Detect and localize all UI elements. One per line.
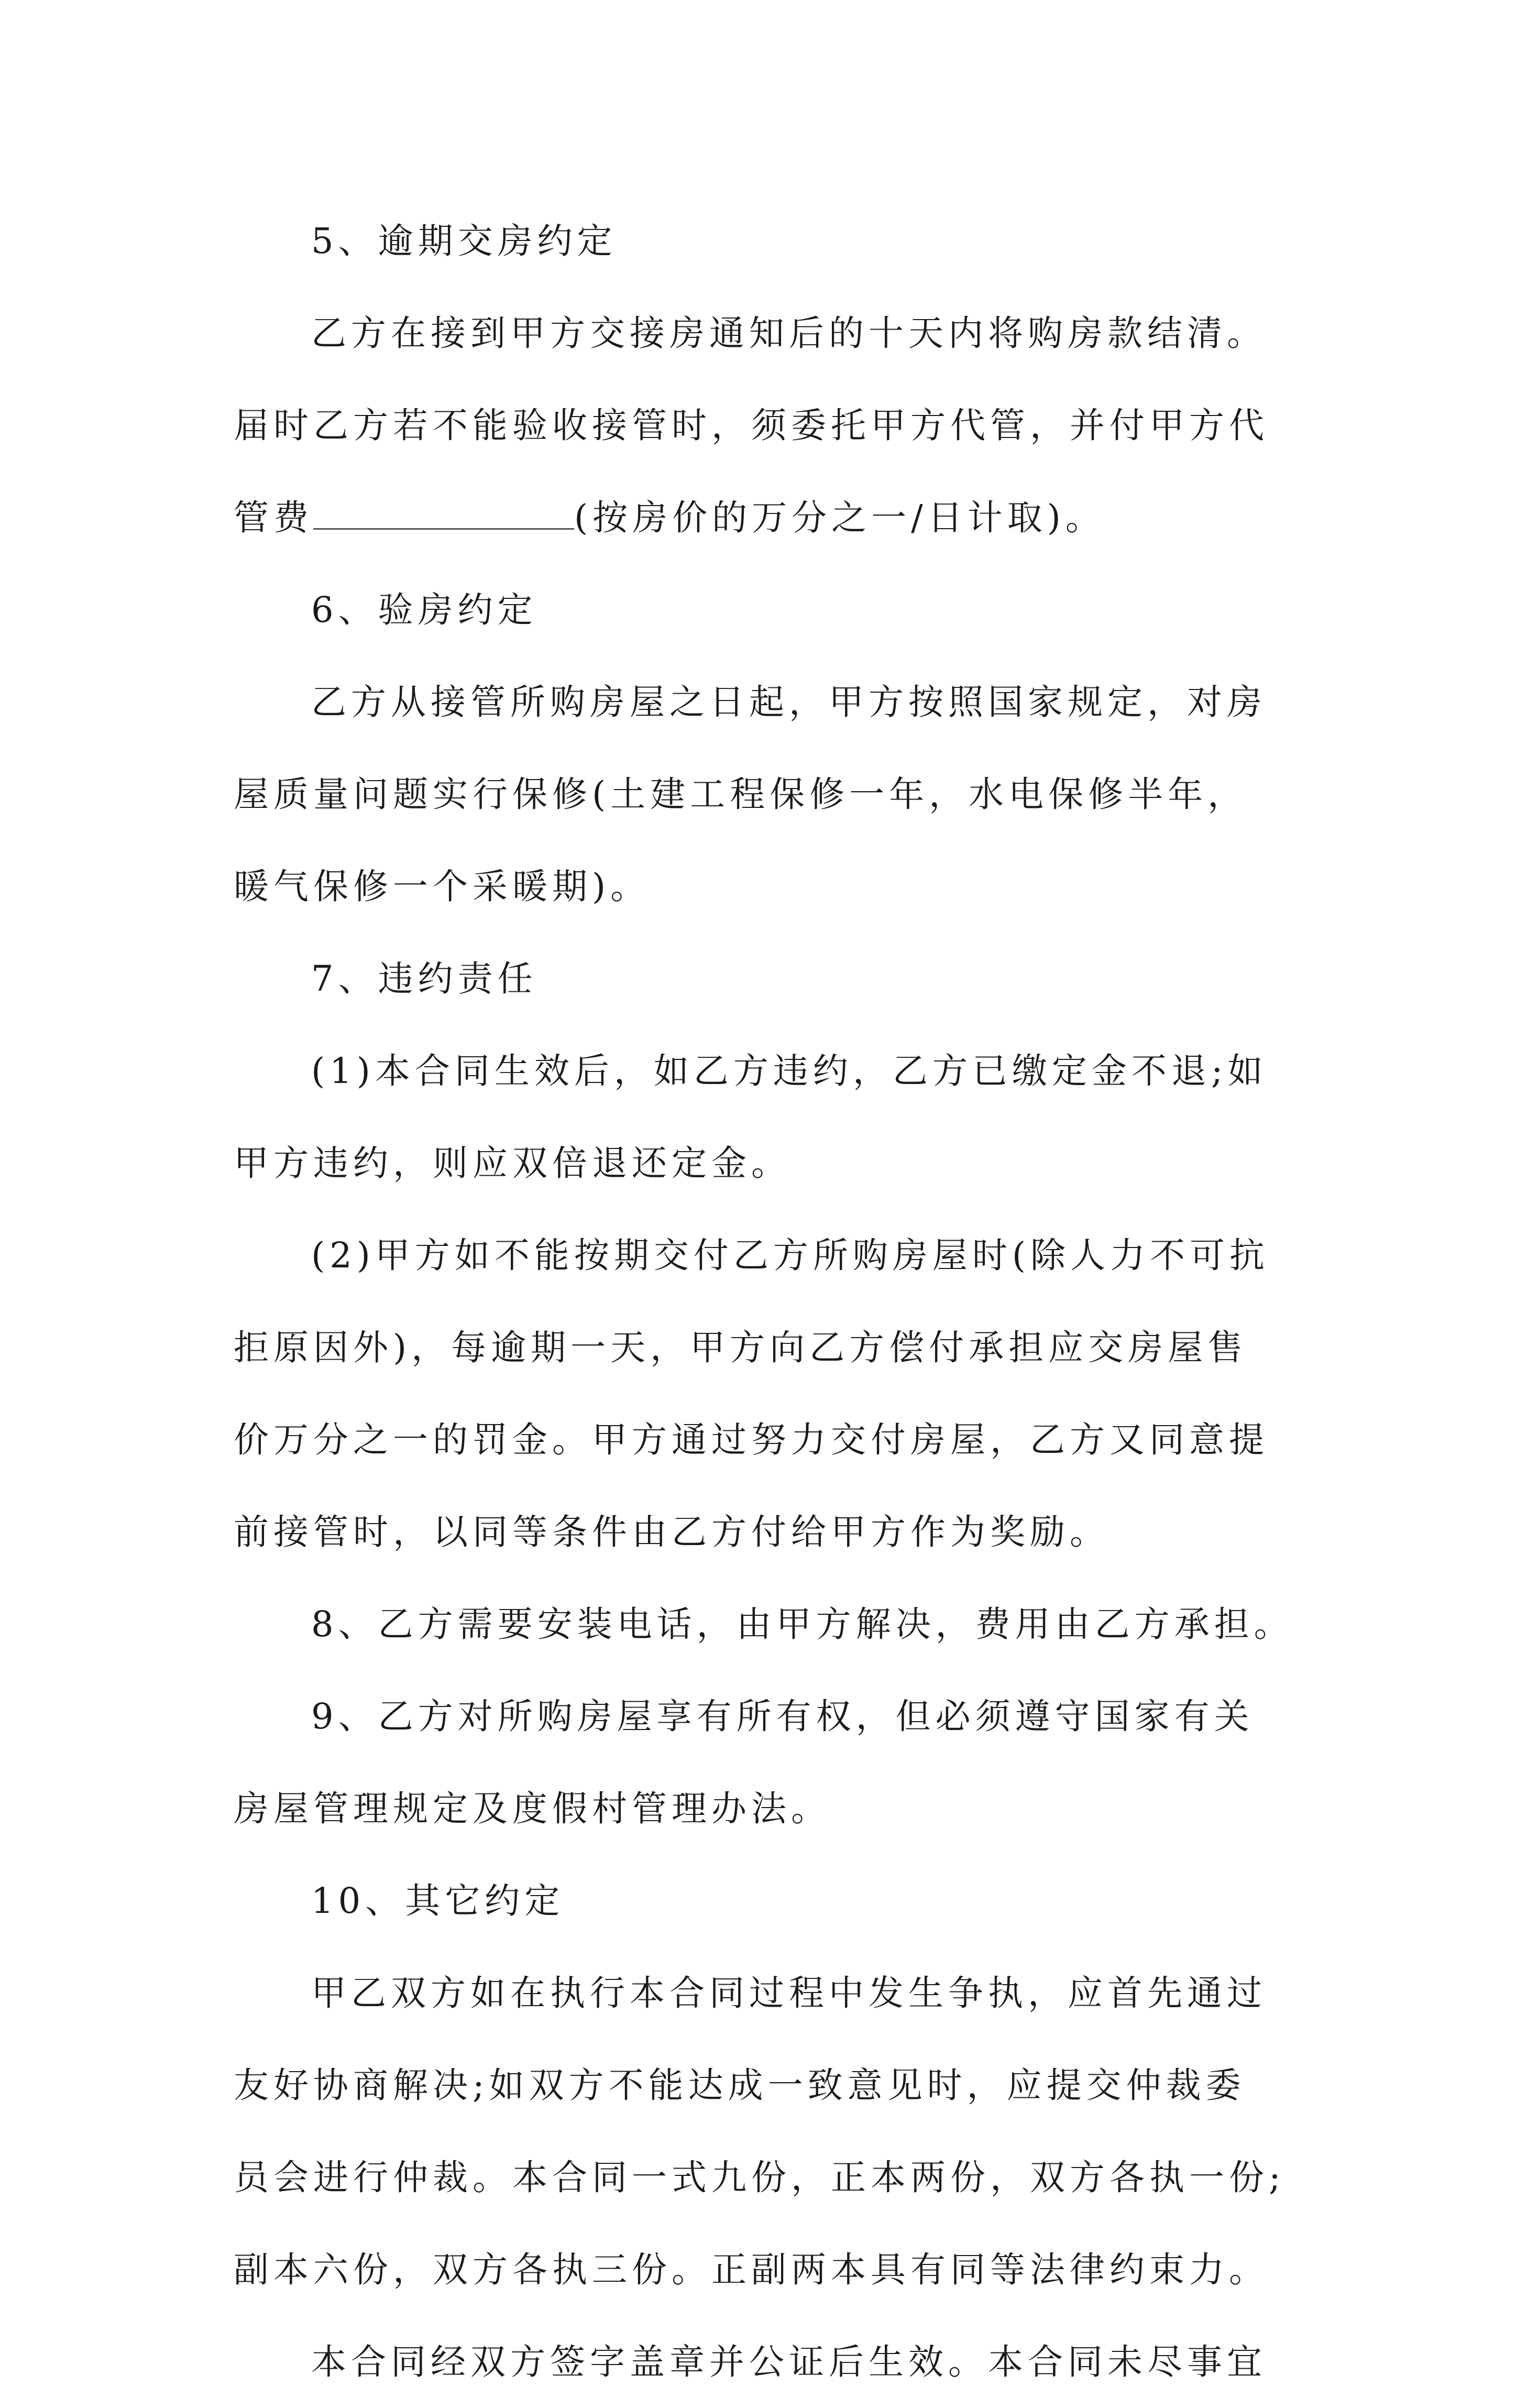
section-10-line: 甲乙双方如在执行本合同过程中发生争执，应首先通过 [311,1973,1267,2013]
section-7-heading: 7、违约责任 [311,958,537,999]
section-7-item-2-line: 前接管时，以同等条件由乙方付给甲方作为奖励。 [234,1512,1109,1552]
fee-blank-field [313,498,574,530]
section-7-item-1-line: (1)本合同生效后，如乙方违约，乙方已缴定金不退;如 [311,1050,1268,1091]
section-6-line: 乙方从接管所购房屋之日起，甲方按照国家规定，对房 [311,682,1267,723]
section-7-item-2-line: 价万分之一的罚金。甲方通过努力交付房屋，乙方又同意提 [234,1419,1269,1460]
section-9-line: 9、乙方对所购房屋享有所有权，但必须遵守国家有关 [311,1696,1254,1737]
section-6-line: 暖气保修一个采暖期)。 [234,866,651,907]
section-7-item-2-line: 拒原因外)，每逾期一天，甲方向乙方偿付承担应交房屋售 [234,1327,1248,1368]
section-5-heading: 5、逾期交房约定 [311,221,617,261]
section-5-fee-line [234,472,1302,564]
fee-label: 管费 [234,497,313,538]
section-5-line: 乙方在接到甲方交接房通知后的十天内将购房款结清。 [311,313,1267,354]
section-10-heading: 10、其它约定 [311,1880,565,1921]
contract-text [234,195,1302,2408]
section-10-line: 员会进行仲裁。本合同一式九份，正本两份，双方各执一份; [234,2157,1286,2198]
section-10-line: 副本六份，双方各执三份。正副两本具有同等法律约束力。 [234,2249,1269,2290]
section-8-line: 8、乙方需要安装电话，由甲方解决，费用由乙方承担。 [311,1604,1294,1645]
section-9-line: 房屋管理规定及度假村管理办法。 [234,1788,831,1829]
section-7-item-2-line: (2)甲方如不能按期交付乙方所购房屋时(除人力不可抗 [311,1235,1270,1276]
fee-note: (按房价的万分之一/日计取)。 [574,497,1105,538]
section-7-item-1-line: 甲方违约，则应双倍退还定金。 [234,1143,791,1184]
section-5-line: 届时乙方若不能验收接管时，须委托甲方代管，并付甲方代 [234,405,1269,446]
section-10-line: 友好协商解决;如双方不能达成一致意见时，应提交仲裁委 [234,2065,1246,2106]
section-6-line: 屋质量问题实行保修(土建工程保修一年，水电保修半年， [234,774,1248,815]
section-10-line: 本合同经双方签字盖章并公证后生效。本合同未尽事宜 [311,2341,1267,2382]
section-6-heading: 6、验房约定 [311,589,537,630]
